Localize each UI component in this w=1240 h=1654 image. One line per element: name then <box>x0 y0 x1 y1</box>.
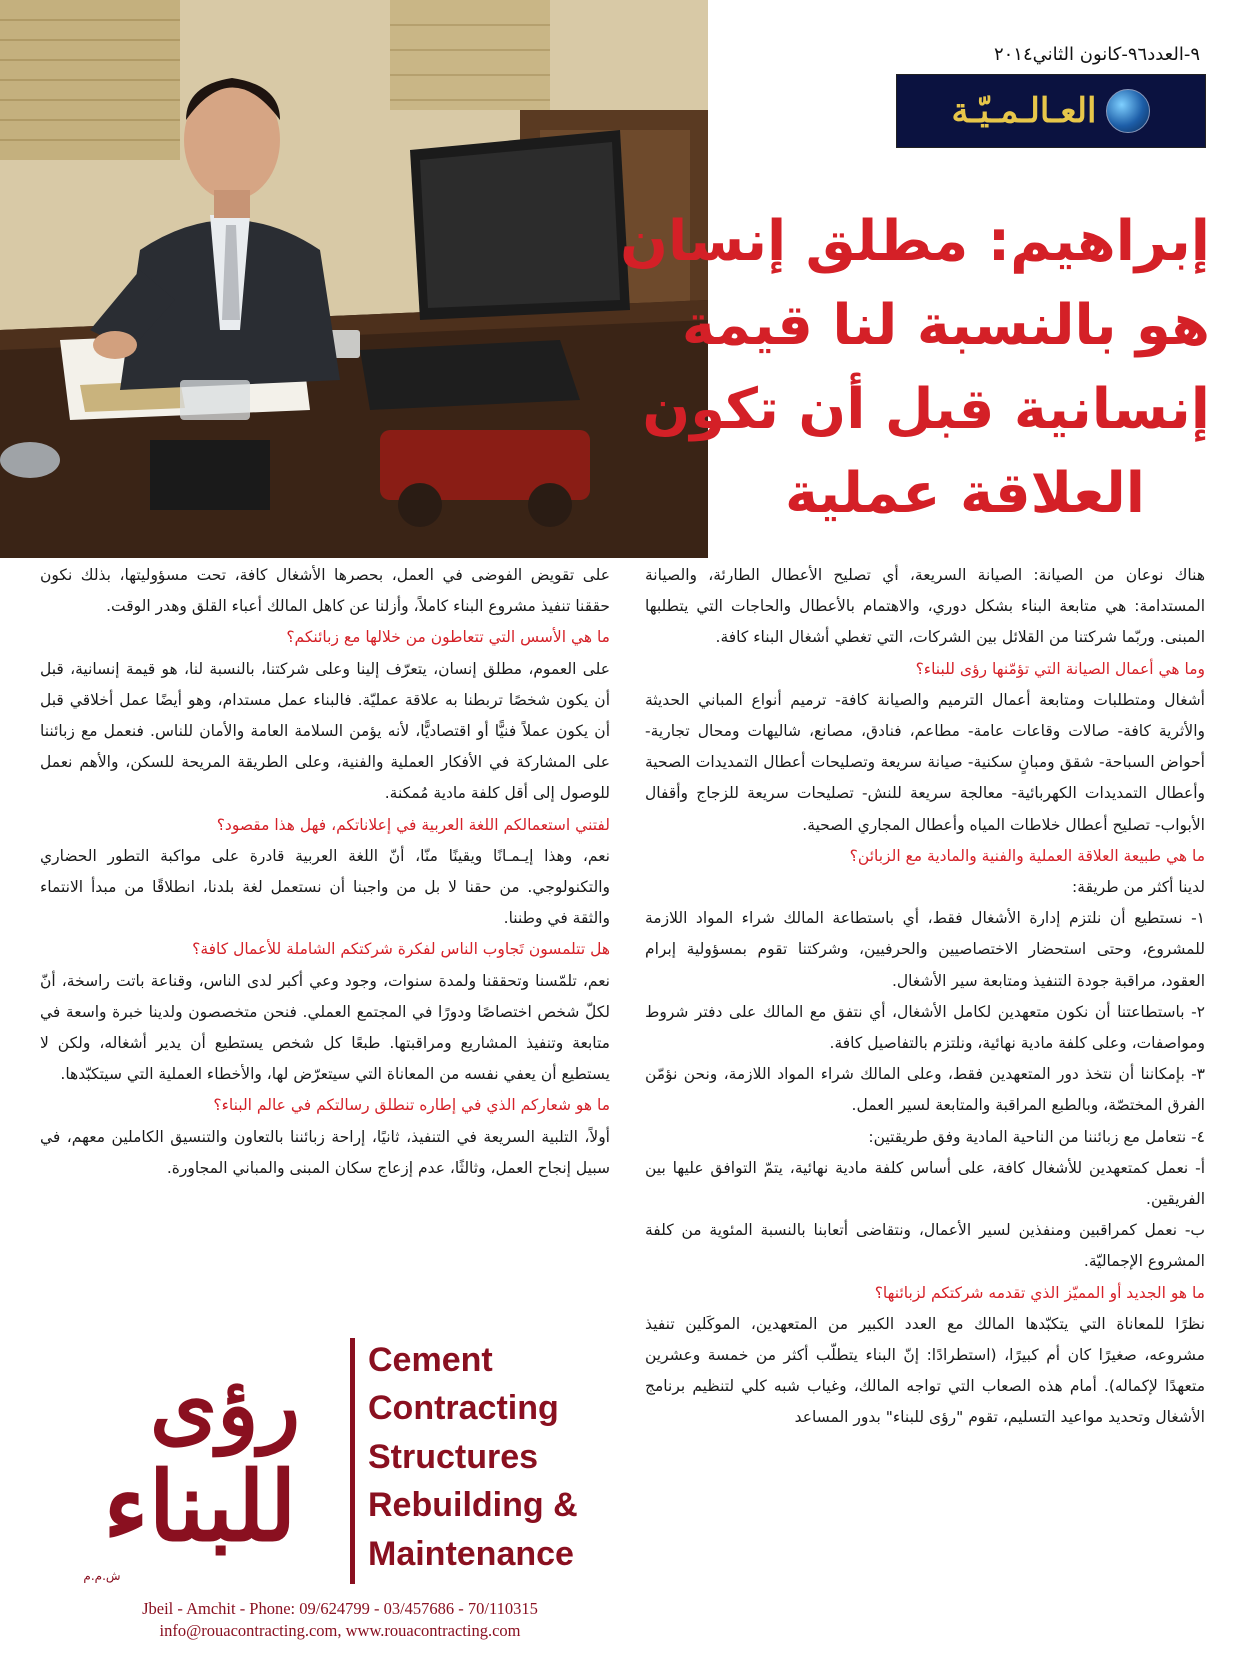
service-item: Structures <box>368 1437 539 1476</box>
roua-calligraphy-logo <box>60 1340 340 1590</box>
interview-question: ما هو الجديد أو المميّز الذي تقدمه شركتكم لزبائنها؟ <box>874 1283 1205 1302</box>
interview-question: ما هي طبيعة العلاقة العملية والفنية والمادية مع الزبائن؟ <box>849 846 1205 865</box>
article-column-right <box>645 560 1205 1434</box>
interview-question: ما هي الأسس التي تتعاطون من خلالها مع زبائنكم؟ <box>286 628 610 647</box>
ad-services-list <box>368 1336 618 1578</box>
interview-question: لفتني استعمالكم اللغة العربية في إعلاناتكم، فهل هذا مقصود؟ <box>216 815 610 834</box>
person-at-desk-photo <box>0 0 708 558</box>
magazine-masthead <box>896 74 1206 148</box>
ad-contact <box>40 1598 640 1642</box>
paragraph: نعم، تلمّسنا وتحققنا ولمدة سنوات، وجود وعي أكبر لدى الناس، وقناعة باتت راسخة، أنّ لكلّ شخص اختصاصًا ودورًا في المجتمع العملي. فنحن متخصصون ولدينا خبرة واسعة في متابعة وتنفيذ المشاريع ومراقبتها. طبعًا كل شخص يستطيع أن يدير أشغاله، ولكن لا يستطيع أن يعفي نفسه من المعاناة التي سيتعرّض لها، والأخطاء العملية التي سيتكبّدها. <box>40 971 610 1084</box>
paragraph: أ- نعمل كمتعهدين للأشغال كافة، على أساس كلفة مادية نهائية، يتمّ التوافق عليها بين الفريقين. <box>645 1158 1205 1209</box>
paragraph: ٤- نتعامل مع زبائننا من الناحية المادية وفق طريقتين: <box>868 1127 1205 1146</box>
interview-question: هل تتلمسون تَجاوب الناس لفكرة شركتكم الشاملة للأعمال كافة؟ <box>192 940 610 959</box>
interview-question: ما هو شعاركم الذي في إطاره تنطلق رسالتكم في عالم البناء؟ <box>213 1096 610 1115</box>
paragraph: على العموم، مطلق إنسان، يتعرّف إلينا وعلى شركتنا، بالنسبة لنا، هو قيمة إنسانية، قبل أن يكون شخصًا تربطنا به علاقة عمليّة. فالبناء عمل مستدام، وهو أيضًا عمل أخلاقي قبل أن يكون عملاً فنيًّا أو اقتصاديًّا، لأنه يؤمن السلامة العامة والأمان للناس. فنعمل مع زبائننا على المشاركة في الأفكار العملية والفنية، وعلى الطريقة المريحة للسكن، والأهم نعمل للوصول إلى أقل كلفة مادية مُمكنة. <box>40 659 610 803</box>
service-item: Maintenance <box>368 1534 574 1573</box>
logo-small: ش.م.م <box>83 1569 121 1583</box>
contact-phones: Jbeil - Amchit - Phone: 09/624799 - 03/457686 - 70/110315 <box>142 1599 538 1618</box>
paragraph: أولاً، التلبية السريعة في التنفيذ، ثانيًا، إراحة زبائننا بالتعاون والتنسيق الكاملين معهم، في سبيل إنجاح العمل، وثالثًا، عدم إزعاج سكان المبنى والمباني المجاورة. <box>40 1127 610 1177</box>
paragraph: ب- نعمل كمراقبين ومنفذين لسير الأعمال، ونتقاضى أتعابنا بالنسبة المئوية من كلفة المشروع الإجماليّة. <box>645 1221 1205 1271</box>
paragraph: نعم، وهذا إيـمـانًا ويقينًا منّا، أنّ اللغة العربية قادرة على مواكبة التطور الحضاري والتكنولوجي. من حقنا لا بل من واجبنا أن نستعمل لغة بلدنا، انطلاقًا من مبدأ الانتماء والثقة في وطننا. <box>40 846 610 928</box>
issue-line: ٩-العدد٩٦-كانون الثاني٢٠١٤ <box>993 44 1200 65</box>
article-column-left <box>40 560 610 1184</box>
masthead-name: العـالـمـيّـة <box>951 91 1097 131</box>
paragraph: ١- نستطيع أن نلتزم إدارة الأشغال فقط، أي باستطاعة المالك شراء المواد اللازمة للمشروع، وحتى استحضار الاختصاصيين والحرفيين، وشركتنا تقوم بمسؤولية إبرام العقود، مراقبة جودة التنفيذ ومتابعة سير الأشغال. <box>645 909 1205 990</box>
paragraph: ٣- بإمكاننا أن نتخذ دور المتعهدين فقط، وعلى المالك شراء المواد اللازمة، ونحن نؤمّن الفرق المختصّة، وبالطبع المراقبة والمتابعة لسير العمل. <box>645 1065 1205 1115</box>
paragraph: ٢- باستطاعتنا أن نكون متعهدين لكامل الأشغال، أي نتفق مع المالك على دفتر شروط ومواصفات، وعلى كلفة مادية نهائية، ونلتزم بالتفاصيل كافة. <box>645 1002 1205 1053</box>
interview-question: وما هي أعمال الصيانة التي تؤمّنها رؤى للبناء؟ <box>915 659 1205 678</box>
roua-logo <box>60 1340 340 1590</box>
headline-line: إبراهيم: مطلق إنسان <box>620 209 1210 274</box>
contact-web: info@rouacontracting.com, www.rouacontracting.com <box>159 1621 521 1640</box>
globe-icon <box>1106 89 1150 133</box>
article-headline <box>620 200 1210 536</box>
paragraph: لدينا أكثر من طريقة: <box>1072 878 1205 897</box>
logo-text-top: رؤى <box>149 1355 301 1456</box>
service-item: Rebuilding & <box>368 1486 578 1525</box>
headline-line: إنسانية قبل أن تكون <box>642 377 1210 442</box>
paragraph: هناك نوعان من الصيانة: الصيانة السريعة، أي تصليح الأعطال الطارئة، والصيانة المستدامة: هي متابعة البناء بشكل دوري، والاهتمام بالأعطال والحاجات التي يتطلبها المبنى. وربّما شركتنا من القلائل بين الشركات، التي تغطي أشغال البناء كافة. <box>645 566 1205 647</box>
photo-person-at-desk <box>0 0 708 558</box>
headline-line: هو بالنسبة لنا قيمة <box>681 293 1210 358</box>
paragraph: أشغال ومتطلبات ومتابعة أعمال الترميم والصيانة كافة- ترميم أنواع المباني الحديثة والأثرية كافة- صالات وقاعات عامة- مطاعم، فنادق، مصانع، شاليهات ومحال تجارية- أحواض السباحة- شقق ومبانٍ سكنية- صيانة سريعة وتصليحات أعطال التمديدات الصحية وأعطال التمديدات الكهربائية- معالجة سريعة للنش- تصليحات سريعة للزجاج وأقفال الأبواب- تصليح أعطال خلاطات المياه وأعطال المجاري الصحية. <box>645 690 1205 834</box>
paragraph: نظرًا للمعاناة التي يتكبّدها المالك مع العدد الكبير من المتعهدين، الموكَلين تنفيذ مشروعه، صغيرًا كان أم كبيرًا، (استطرادًا: إنّ البناء يتطلّب أكثر من خمسة وعشرين متعهدًا لإكماله). أمام هذه الصعاب التي تواجه المالك، وغياب شبه كلي لتنظيم برنامج الأشغال وتحديد مواعيد التسليم، تقوم "رؤى للبناء" بدور المساعد <box>645 1314 1205 1427</box>
paragraph: على تقويض الفوضى في العمل، بحصرها الأشغال كافة، تحت مسؤوليتها، بذلك نكون حققنا تنفيذ مشروع البناء كاملاً، وأزلنا عن كاهل المالك أعباء القلق وهدر الوقت. <box>40 566 610 616</box>
service-item: Cement <box>368 1341 493 1379</box>
ad-divider <box>350 1338 355 1584</box>
headline-line: العلاقة عملية <box>785 461 1145 526</box>
service-item: Contracting <box>368 1389 559 1428</box>
logo-text-bottom: للبناء <box>103 1450 297 1563</box>
